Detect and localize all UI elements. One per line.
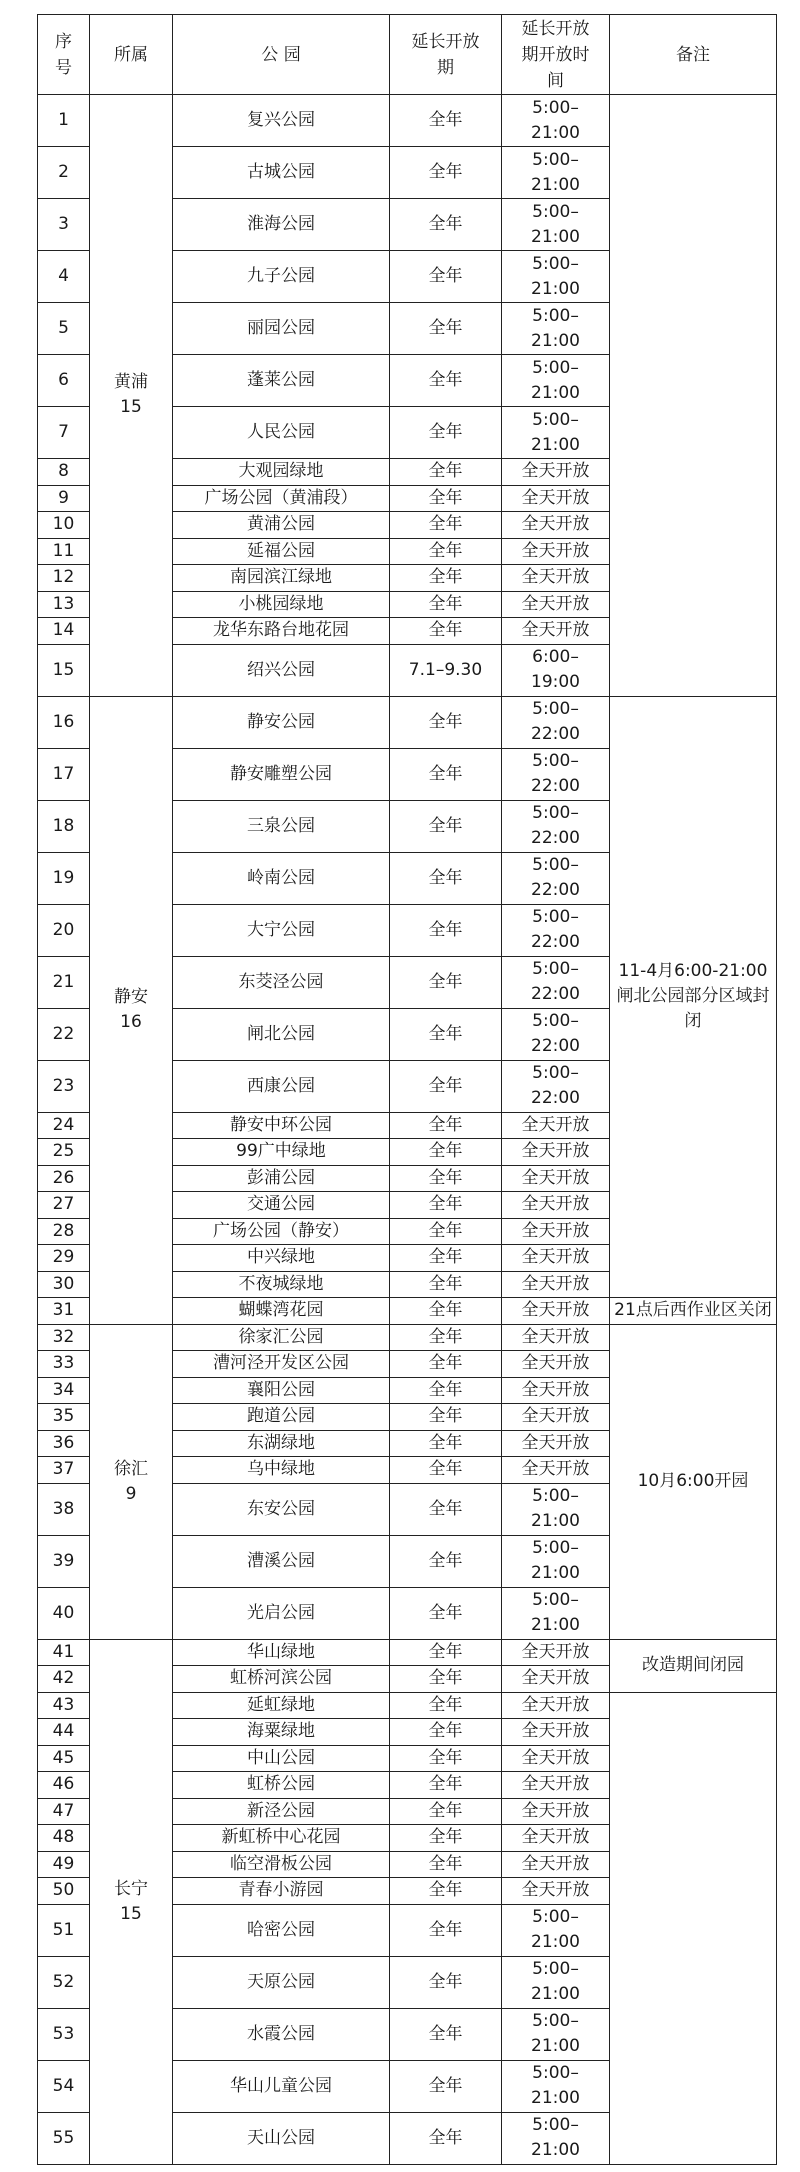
- row-number: 12: [38, 565, 90, 592]
- park-name: 交通公园: [173, 1192, 390, 1219]
- extended-period: 全年: [390, 1457, 502, 1484]
- row-number: 21: [38, 956, 90, 1008]
- park-name: 岭南公园: [173, 852, 390, 904]
- park-name: 哈密公园: [173, 1904, 390, 1956]
- extended-period: 全年: [390, 1666, 502, 1693]
- extended-period: 全年: [390, 1404, 502, 1431]
- park-name: 跑道公园: [173, 1404, 390, 1431]
- opening-hours: 全天开放: [502, 1324, 610, 1351]
- opening-hours: 5:00– 21:00: [502, 1483, 610, 1535]
- extended-period: 全年: [390, 1139, 502, 1166]
- park-name: 黄浦公园: [173, 512, 390, 539]
- row-number: 29: [38, 1245, 90, 1272]
- park-name: 南园滨江绿地: [173, 565, 390, 592]
- district-cell: 长宁 15: [90, 1639, 173, 2164]
- opening-hours: 全天开放: [502, 1878, 610, 1905]
- extended-period: 全年: [390, 1271, 502, 1298]
- park-name: 襄阳公园: [173, 1377, 390, 1404]
- extended-period: 全年: [390, 696, 502, 748]
- park-name: 淮海公园: [173, 199, 390, 251]
- opening-hours: 5:00– 22:00: [502, 800, 610, 852]
- park-name: 光启公园: [173, 1587, 390, 1639]
- district-cell: 徐汇 9: [90, 1324, 173, 1639]
- row-number: 22: [38, 1008, 90, 1060]
- opening-hours: 全天开放: [502, 512, 610, 539]
- row-number: 3: [38, 199, 90, 251]
- extended-period: 全年: [390, 538, 502, 565]
- district-cell: 黄浦 15: [90, 95, 173, 697]
- row-number: 55: [38, 2112, 90, 2164]
- opening-hours: 5:00– 22:00: [502, 1060, 610, 1112]
- park-name: 蓬莱公园: [173, 355, 390, 407]
- row-number: 11: [38, 538, 90, 565]
- park-name: 新虹桥中心花园: [173, 1825, 390, 1852]
- park-name: 小桃园绿地: [173, 591, 390, 618]
- header-district: 所属: [90, 15, 173, 95]
- park-name: 九子公园: [173, 251, 390, 303]
- park-name: 中兴绿地: [173, 1245, 390, 1272]
- park-name: 复兴公园: [173, 95, 390, 147]
- opening-hours: 全天开放: [502, 618, 610, 645]
- park-name: 中山公园: [173, 1745, 390, 1772]
- header-seq: 序 号: [38, 15, 90, 95]
- park-name: 99广中绿地: [173, 1139, 390, 1166]
- park-name: 东茭泾公园: [173, 956, 390, 1008]
- extended-period: 全年: [390, 1218, 502, 1245]
- row-number: 16: [38, 696, 90, 748]
- park-name: 大宁公园: [173, 904, 390, 956]
- park-name: 静安中环公园: [173, 1112, 390, 1139]
- extended-period: 全年: [390, 1298, 502, 1325]
- opening-hours: 5:00– 22:00: [502, 1008, 610, 1060]
- row-number: 24: [38, 1112, 90, 1139]
- opening-hours: 5:00– 21:00: [502, 407, 610, 459]
- opening-hours: 全天开放: [502, 1772, 610, 1799]
- row-number: 38: [38, 1483, 90, 1535]
- opening-hours: 全天开放: [502, 1825, 610, 1852]
- extended-period: 全年: [390, 2008, 502, 2060]
- extended-period: 全年: [390, 512, 502, 539]
- park-name: 延福公园: [173, 538, 390, 565]
- row-number: 40: [38, 1587, 90, 1639]
- opening-hours: 全天开放: [502, 1430, 610, 1457]
- extended-period: 全年: [390, 1692, 502, 1719]
- opening-hours: 5:00– 21:00: [502, 355, 610, 407]
- opening-hours: 全天开放: [502, 485, 610, 512]
- header-time: 延长开放 期开放时 间: [502, 15, 610, 95]
- park-name: 绍兴公园: [173, 644, 390, 696]
- row-number: 13: [38, 591, 90, 618]
- extended-period: 全年: [390, 199, 502, 251]
- opening-hours: 全天开放: [502, 1851, 610, 1878]
- opening-hours: 全天开放: [502, 1798, 610, 1825]
- park-name: 虹桥河滨公园: [173, 1666, 390, 1693]
- park-name: 古城公园: [173, 147, 390, 199]
- row-number: 34: [38, 1377, 90, 1404]
- extended-period: 7.1–9.30: [390, 644, 502, 696]
- extended-period: 全年: [390, 251, 502, 303]
- opening-hours: 5:00– 21:00: [502, 1535, 610, 1587]
- park-name: 静安公园: [173, 696, 390, 748]
- opening-hours: 全天开放: [502, 538, 610, 565]
- park-name: 西康公园: [173, 1060, 390, 1112]
- row-number: 27: [38, 1192, 90, 1219]
- extended-period: 全年: [390, 1165, 502, 1192]
- extended-period: 全年: [390, 303, 502, 355]
- extended-period: 全年: [390, 1351, 502, 1378]
- extended-period: 全年: [390, 904, 502, 956]
- extended-period: 全年: [390, 591, 502, 618]
- row-number: 48: [38, 1825, 90, 1852]
- park-name: 广场公园（黄浦段）: [173, 485, 390, 512]
- row-number: 52: [38, 1956, 90, 2008]
- row-number: 33: [38, 1351, 90, 1378]
- row-number: 45: [38, 1745, 90, 1772]
- table-row: [38, 1324, 777, 1351]
- row-number: 1: [38, 95, 90, 147]
- opening-hours: 5:00– 21:00: [502, 147, 610, 199]
- row-number: 5: [38, 303, 90, 355]
- opening-hours: 5:00– 21:00: [502, 199, 610, 251]
- extended-period: 全年: [390, 1745, 502, 1772]
- extended-period: 全年: [390, 1719, 502, 1746]
- row-number: 47: [38, 1798, 90, 1825]
- table-row: [38, 696, 777, 748]
- extended-period: 全年: [390, 1245, 502, 1272]
- row-number: 18: [38, 800, 90, 852]
- opening-hours: 全天开放: [502, 565, 610, 592]
- extended-period: 全年: [390, 1772, 502, 1799]
- extended-period: 全年: [390, 1535, 502, 1587]
- extended-period: 全年: [390, 1825, 502, 1852]
- park-name: 龙华东路台地花园: [173, 618, 390, 645]
- note-cell: 改造期间闭园: [610, 1639, 777, 1692]
- opening-hours: 5:00– 21:00: [502, 1904, 610, 1956]
- park-name: 乌中绿地: [173, 1457, 390, 1484]
- park-name: 闸北公园: [173, 1008, 390, 1060]
- extended-period: 全年: [390, 1904, 502, 1956]
- opening-hours: 全天开放: [502, 1165, 610, 1192]
- extended-period: 全年: [390, 1639, 502, 1666]
- opening-hours: 5:00– 21:00: [502, 251, 610, 303]
- row-number: 7: [38, 407, 90, 459]
- park-name: 天山公园: [173, 2112, 390, 2164]
- extended-period: 全年: [390, 1192, 502, 1219]
- park-name: 东安公园: [173, 1483, 390, 1535]
- extended-period: 全年: [390, 748, 502, 800]
- extended-period: 全年: [390, 407, 502, 459]
- row-number: 35: [38, 1404, 90, 1431]
- opening-hours: 全天开放: [502, 1192, 610, 1219]
- row-number: 17: [38, 748, 90, 800]
- row-number: 36: [38, 1430, 90, 1457]
- park-name: 漕河泾开发区公园: [173, 1351, 390, 1378]
- opening-hours: 5:00– 22:00: [502, 748, 610, 800]
- header-park: 公 园: [173, 15, 390, 95]
- row-number: 30: [38, 1271, 90, 1298]
- row-number: 2: [38, 147, 90, 199]
- extended-period: 全年: [390, 1324, 502, 1351]
- opening-hours: 全天开放: [502, 1719, 610, 1746]
- row-number: 32: [38, 1324, 90, 1351]
- opening-hours: 全天开放: [502, 591, 610, 618]
- opening-hours: 全天开放: [502, 1666, 610, 1693]
- park-name: 天原公园: [173, 1956, 390, 2008]
- opening-hours: 全天开放: [502, 1298, 610, 1325]
- row-number: 39: [38, 1535, 90, 1587]
- opening-hours: 全天开放: [502, 459, 610, 486]
- district-cell: 静安 16: [90, 696, 173, 1324]
- row-number: 51: [38, 1904, 90, 1956]
- row-number: 6: [38, 355, 90, 407]
- park-name: 青春小游园: [173, 1878, 390, 1905]
- note-cell-empty: [610, 1692, 777, 2164]
- opening-hours: 6:00– 19:00: [502, 644, 610, 696]
- park-name: 不夜城绿地: [173, 1271, 390, 1298]
- park-name: 大观园绿地: [173, 459, 390, 486]
- extended-period: 全年: [390, 1008, 502, 1060]
- extended-period: 全年: [390, 1483, 502, 1535]
- opening-hours: 5:00– 21:00: [502, 1587, 610, 1639]
- opening-hours: 5:00– 21:00: [502, 2112, 610, 2164]
- row-number: 53: [38, 2008, 90, 2060]
- extended-period: 全年: [390, 1430, 502, 1457]
- park-name: 三泉公园: [173, 800, 390, 852]
- row-number: 28: [38, 1218, 90, 1245]
- header-row: [38, 15, 777, 95]
- opening-hours: 全天开放: [502, 1692, 610, 1719]
- opening-hours: 5:00– 21:00: [502, 303, 610, 355]
- park-name: 静安雕塑公园: [173, 748, 390, 800]
- opening-hours: 全天开放: [502, 1245, 610, 1272]
- opening-hours: 5:00– 21:00: [502, 95, 610, 147]
- park-name: 水霞公园: [173, 2008, 390, 2060]
- row-number: 15: [38, 644, 90, 696]
- extended-period: 全年: [390, 565, 502, 592]
- table-row: [38, 95, 777, 147]
- park-hours-table: [37, 14, 777, 2165]
- extended-period: 全年: [390, 1060, 502, 1112]
- row-number: 42: [38, 1666, 90, 1693]
- row-number: 54: [38, 2060, 90, 2112]
- opening-hours: 全天开放: [502, 1112, 610, 1139]
- extended-period: 全年: [390, 618, 502, 645]
- row-number: 14: [38, 618, 90, 645]
- park-name: 华山儿童公园: [173, 2060, 390, 2112]
- row-number: 41: [38, 1639, 90, 1666]
- extended-period: 全年: [390, 1851, 502, 1878]
- park-name: 海粟绿地: [173, 1719, 390, 1746]
- row-number: 37: [38, 1457, 90, 1484]
- row-number: 46: [38, 1772, 90, 1799]
- row-number: 50: [38, 1878, 90, 1905]
- opening-hours: 5:00– 21:00: [502, 1956, 610, 2008]
- extended-period: 全年: [390, 95, 502, 147]
- park-name: 临空滑板公园: [173, 1851, 390, 1878]
- extended-period: 全年: [390, 1878, 502, 1905]
- note-cell: 11-4月6:00-21:00 闸北公园部分区域封闭: [610, 696, 777, 1298]
- opening-hours: 全天开放: [502, 1271, 610, 1298]
- note-cell-empty: [610, 95, 777, 697]
- opening-hours: 全天开放: [502, 1139, 610, 1166]
- opening-hours: 全天开放: [502, 1639, 610, 1666]
- extended-period: 全年: [390, 1112, 502, 1139]
- opening-hours: 全天开放: [502, 1377, 610, 1404]
- opening-hours: 5:00– 21:00: [502, 2060, 610, 2112]
- row-number: 25: [38, 1139, 90, 1166]
- extended-period: 全年: [390, 1956, 502, 2008]
- extended-period: 全年: [390, 852, 502, 904]
- opening-hours: 5:00– 22:00: [502, 696, 610, 748]
- table-row: [38, 1639, 777, 1666]
- opening-hours: 全天开放: [502, 1745, 610, 1772]
- row-number: 44: [38, 1719, 90, 1746]
- opening-hours: 全天开放: [502, 1351, 610, 1378]
- row-number: 49: [38, 1851, 90, 1878]
- extended-period: 全年: [390, 355, 502, 407]
- row-number: 20: [38, 904, 90, 956]
- opening-hours: 5:00– 22:00: [502, 852, 610, 904]
- extended-period: 全年: [390, 2060, 502, 2112]
- park-name: 新泾公园: [173, 1798, 390, 1825]
- row-number: 19: [38, 852, 90, 904]
- note-cell: 10月6:00开园: [610, 1324, 777, 1639]
- park-name: 徐家汇公园: [173, 1324, 390, 1351]
- extended-period: 全年: [390, 459, 502, 486]
- extended-period: 全年: [390, 2112, 502, 2164]
- row-number: 10: [38, 512, 90, 539]
- row-number: 43: [38, 1692, 90, 1719]
- extended-period: 全年: [390, 956, 502, 1008]
- opening-hours: 5:00– 22:00: [502, 956, 610, 1008]
- extended-period: 全年: [390, 1377, 502, 1404]
- park-name: 漕溪公园: [173, 1535, 390, 1587]
- opening-hours: 全天开放: [502, 1457, 610, 1484]
- row-number: 31: [38, 1298, 90, 1325]
- park-name: 彭浦公园: [173, 1165, 390, 1192]
- park-name: 蝴蝶湾花园: [173, 1298, 390, 1325]
- extended-period: 全年: [390, 800, 502, 852]
- opening-hours: 5:00– 22:00: [502, 904, 610, 956]
- park-name: 延虹绿地: [173, 1692, 390, 1719]
- row-number: 8: [38, 459, 90, 486]
- opening-hours: 5:00– 21:00: [502, 2008, 610, 2060]
- opening-hours: 全天开放: [502, 1404, 610, 1431]
- park-name: 人民公园: [173, 407, 390, 459]
- row-number: 9: [38, 485, 90, 512]
- header-period: 延长开放 期: [390, 15, 502, 95]
- park-name: 华山绿地: [173, 1639, 390, 1666]
- park-name: 虹桥公园: [173, 1772, 390, 1799]
- row-number: 23: [38, 1060, 90, 1112]
- table-body: [38, 95, 777, 2165]
- extended-period: 全年: [390, 485, 502, 512]
- opening-hours: 全天开放: [502, 1218, 610, 1245]
- extended-period: 全年: [390, 147, 502, 199]
- row-number: 26: [38, 1165, 90, 1192]
- park-name: 丽园公园: [173, 303, 390, 355]
- extended-period: 全年: [390, 1587, 502, 1639]
- park-name: 东湖绿地: [173, 1430, 390, 1457]
- header-note: 备注: [610, 15, 777, 95]
- note-cell: 21点后西作业区关闭: [610, 1298, 777, 1325]
- park-name: 广场公园（静安）: [173, 1218, 390, 1245]
- extended-period: 全年: [390, 1798, 502, 1825]
- row-number: 4: [38, 251, 90, 303]
